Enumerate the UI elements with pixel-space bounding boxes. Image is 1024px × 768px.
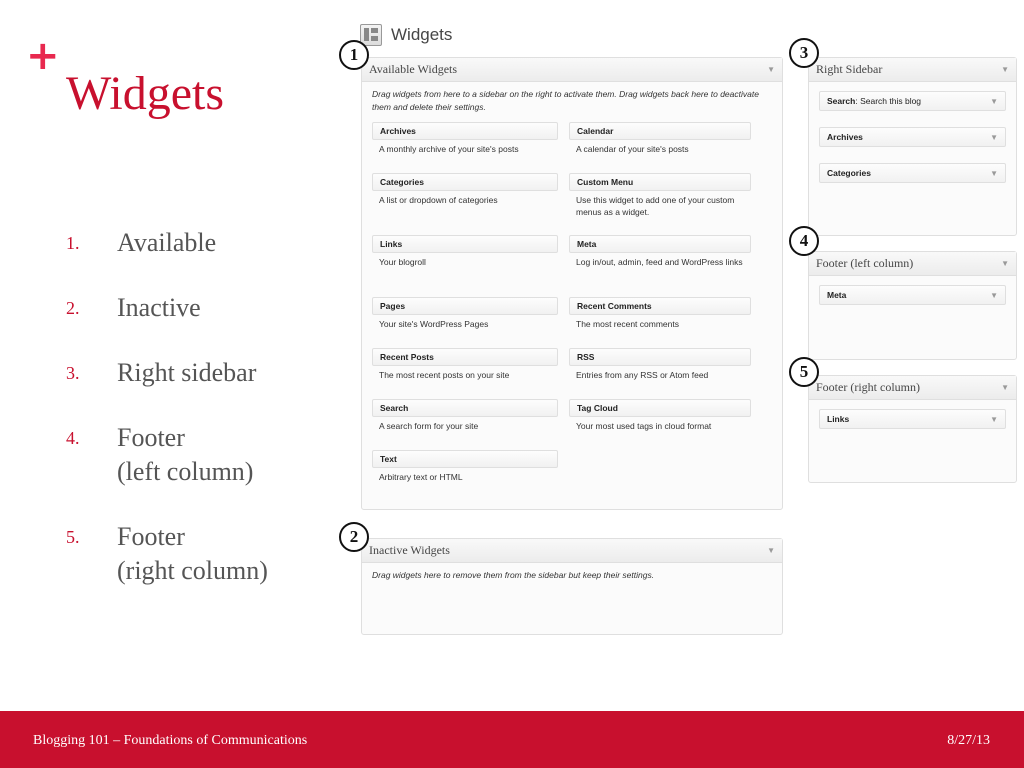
widget-description: The most recent comments <box>576 319 679 329</box>
widget-recent-posts[interactable] <box>372 348 558 399</box>
widget-description: The most recent posts on your site <box>379 370 510 380</box>
step-text: Footer (left column) <box>117 423 254 486</box>
triangle-down-icon[interactable]: ▼ <box>1001 259 1009 268</box>
sidebar-widget-archives[interactable] <box>819 127 1006 147</box>
triangle-down-icon[interactable]: ▼ <box>767 546 775 555</box>
widget-title[interactable]: Recent Posts <box>372 348 558 366</box>
step-text: Right sidebar <box>117 358 257 387</box>
widget-description: Log in/out, admin, feed and WordPress links <box>576 257 743 267</box>
widget-description: A calendar of your site's posts <box>576 144 689 154</box>
triangle-down-icon[interactable]: ▼ <box>767 65 775 74</box>
footer-right-header[interactable] <box>809 376 1016 400</box>
widget-title[interactable]: Recent Comments <box>569 297 751 315</box>
widget-recent-comments[interactable] <box>569 297 751 348</box>
inactive-widgets-title: Inactive Widgets <box>369 543 450 557</box>
widget-description: A monthly archive of your site's posts <box>379 144 519 154</box>
widget-calendar[interactable] <box>569 122 751 173</box>
triangle-down-icon[interactable]: ▼ <box>990 96 998 106</box>
right-sidebar-title: Right Sidebar <box>816 62 883 76</box>
sidebar-widget-label: Meta <box>827 290 847 300</box>
sidebar-widget-meta[interactable] <box>819 285 1006 305</box>
widget-title[interactable]: Archives <box>372 122 558 140</box>
sidebar-widget-label: Search: Search this blog <box>827 96 922 106</box>
widget-title[interactable]: Tag Cloud <box>569 399 751 417</box>
widget-rss[interactable] <box>569 348 751 399</box>
callout-1: 1 <box>339 40 369 70</box>
triangle-down-icon[interactable]: ▼ <box>1001 65 1009 74</box>
widget-description: A list or dropdown of categories <box>379 195 498 205</box>
widget-archives[interactable] <box>372 122 558 173</box>
callout-4: 4 <box>789 226 819 256</box>
step-number: 4. <box>66 428 80 448</box>
triangle-down-icon[interactable]: ▼ <box>990 414 998 424</box>
step-item <box>66 226 268 260</box>
sidebar-widget-label: Links <box>827 414 850 424</box>
triangle-down-icon[interactable]: ▼ <box>990 290 998 300</box>
widget-title[interactable]: Text <box>372 450 558 468</box>
slide-footer <box>0 711 1024 768</box>
step-item <box>66 291 268 325</box>
slide-title: Widgets <box>66 67 225 120</box>
callout-2: 2 <box>339 522 369 552</box>
callout-3: 3 <box>789 38 819 68</box>
plus-icon: + <box>26 33 60 79</box>
widget-description: Entries from any RSS or Atom feed <box>576 370 709 380</box>
triangle-down-icon[interactable]: ▼ <box>1001 383 1009 392</box>
widget-title[interactable]: Categories <box>372 173 558 191</box>
footer-left-title: Footer (left column) <box>816 256 914 270</box>
right-sidebar-panel[interactable] <box>808 57 1017 236</box>
triangle-down-icon[interactable]: ▼ <box>990 132 998 142</box>
footer-right-title: Footer (right column) <box>816 380 920 394</box>
step-number: 1. <box>66 233 80 253</box>
available-widgets-grid <box>372 122 751 501</box>
sidebar-widget-links[interactable] <box>819 409 1006 429</box>
sidebar-widget-label: Categories <box>827 168 871 178</box>
widget-title[interactable]: Pages <box>372 297 558 315</box>
widget-custom-menu[interactable] <box>569 173 751 235</box>
widget-text[interactable] <box>372 450 558 501</box>
widget-tag-cloud[interactable] <box>569 399 751 450</box>
available-widgets-header[interactable] <box>362 58 782 82</box>
sidebar-widget-label: Archives <box>827 132 863 142</box>
right-sidebar-header[interactable] <box>809 58 1016 82</box>
footer-left-header[interactable] <box>809 252 1016 276</box>
inactive-widgets-description: Drag widgets here to remove them from the sidebar but keep their settings. <box>372 570 655 580</box>
step-text: Available <box>117 228 217 257</box>
step-item <box>66 520 268 588</box>
widget-title[interactable]: RSS <box>569 348 751 366</box>
steps-list <box>66 226 268 619</box>
step-text: Inactive <box>117 293 201 322</box>
widget-description: Use this widget to add one of your custom menus as a widget. <box>576 195 735 217</box>
step-number: 3. <box>66 363 80 383</box>
inactive-widgets-header[interactable] <box>362 539 782 563</box>
widget-title[interactable]: Links <box>372 235 558 253</box>
widget-meta[interactable] <box>569 235 751 297</box>
callout-5: 5 <box>789 357 819 387</box>
triangle-down-icon[interactable]: ▼ <box>990 168 998 178</box>
widget-description: Your blogroll <box>379 257 426 267</box>
sidebar-widget-categories[interactable] <box>819 163 1006 183</box>
step-number: 2. <box>66 298 80 318</box>
widget-description: Your most used tags in cloud format <box>576 421 712 431</box>
widgets-screen-header <box>360 24 452 46</box>
widget-description: Arbitrary text or HTML <box>379 472 463 482</box>
widget-search[interactable] <box>372 399 558 450</box>
step-number: 5. <box>66 527 80 547</box>
available-widgets-panel <box>361 57 783 510</box>
footer-course-title: Blogging 101 – Foundations of Communications <box>33 733 308 748</box>
available-widgets-description: Drag widgets from here to a sidebar on the right to activate them. Drag widgets back here to deactivate them and delete their settings. <box>372 89 759 112</box>
widgets-screen-title: Widgets <box>391 25 453 44</box>
widget-categories[interactable] <box>372 173 558 235</box>
step-item <box>66 356 268 390</box>
available-widgets-title: Available Widgets <box>369 62 458 76</box>
widget-title[interactable]: Calendar <box>569 122 751 140</box>
footer-right-panel[interactable] <box>808 375 1017 483</box>
widget-title[interactable]: Custom Menu <box>569 173 751 191</box>
footer-left-panel[interactable] <box>808 251 1017 360</box>
footer-date: 8/27/13 <box>947 733 990 748</box>
widget-title[interactable]: Search <box>372 399 558 417</box>
inactive-widgets-panel[interactable] <box>361 538 783 635</box>
step-item <box>66 421 268 489</box>
sidebar-widget-search[interactable] <box>819 91 1006 111</box>
widget-pages[interactable] <box>372 297 558 348</box>
widget-title[interactable]: Meta <box>569 235 751 253</box>
step-text: Footer (right column) <box>117 522 268 585</box>
widget-description: Your site's WordPress Pages <box>379 319 489 329</box>
widget-description: A search form for your site <box>379 421 479 431</box>
widget-links[interactable] <box>372 235 558 297</box>
